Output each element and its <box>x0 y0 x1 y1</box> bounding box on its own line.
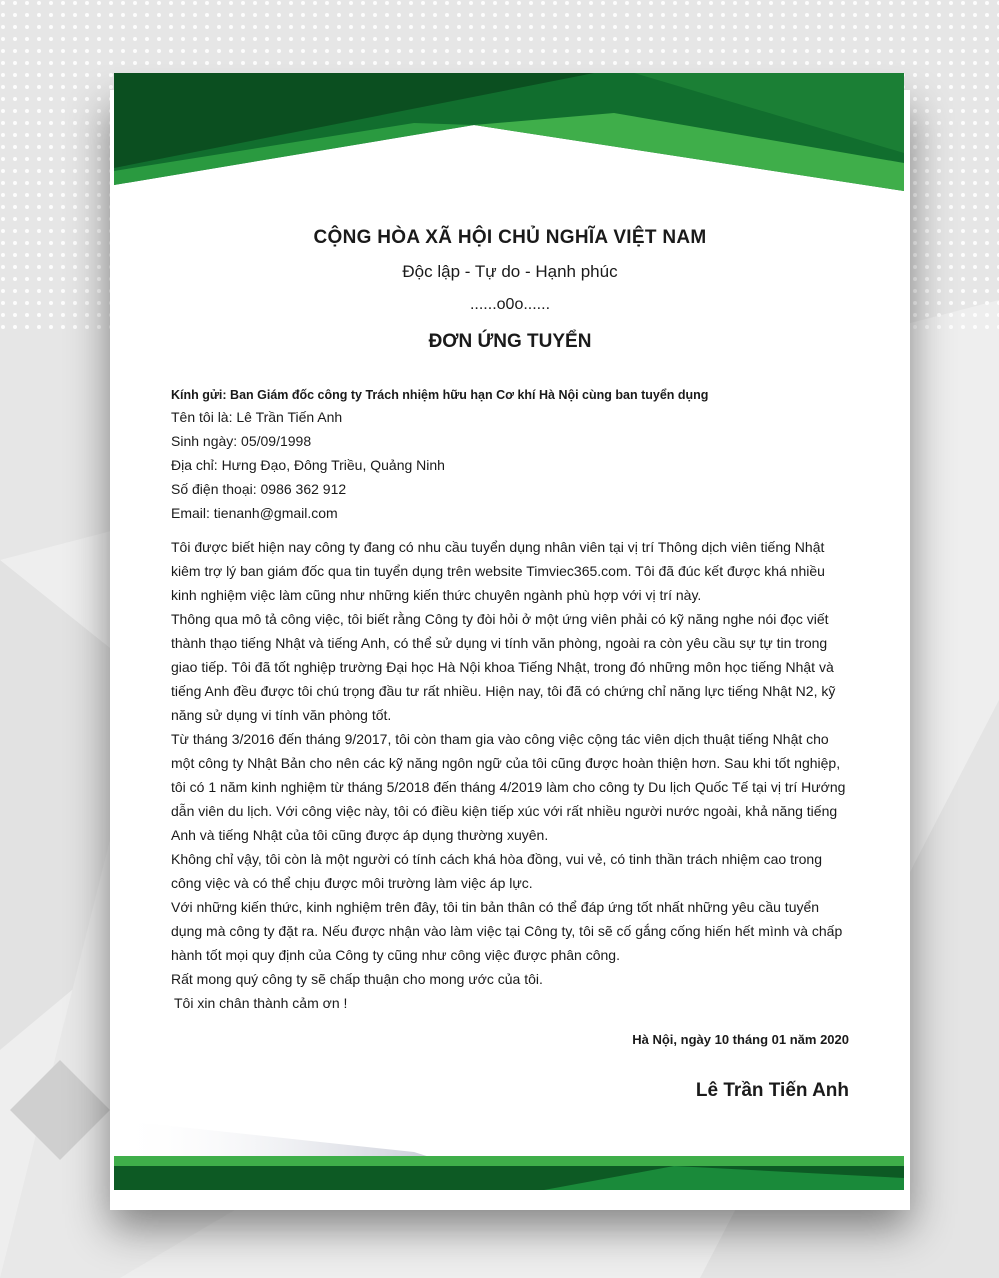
body-paragraph: Tôi được biết hiện nay công ty đang có nhu cầu tuyển dụng nhân viên tại vị trí Thông dịch viên tiếng Nhật kiêm trợ lý ban giám đốc qua tin tuyển dụng trên website Timviec365.com. Tôi đã đúc kết được khá nhiều kinh nghiệm việc làm cũng như những kiến thức chuyên ngành phù hợp với vị trí này. <box>171 539 825 603</box>
info-email: Email: tienanh@gmail.com <box>171 505 338 521</box>
nation-title: CỘNG HÒA XÃ HỘI CHỦ NGHĨA VIỆT NAM <box>313 227 707 248</box>
body-paragraph: Từ tháng 3/2016 đến tháng 9/2017, tôi còn tham gia vào công việc cộng tác viên dịch thuật tiếng Nhật cho một công ty Nhật Bản cho nên các kỹ năng ngôn ngữ của tôi cũng được hoàn thiện hơn. Sau khi tốt nghiệp, tôi có 1 năm kinh nghiệm từ tháng 5/2018 đến tháng 4/2019 làm cho công ty Du lịch Quốc Tế tại vị trí Hướng dẫn viên du lịch. Với công việc này, tôi có điều kiện tiếp xúc với rất nhiều người nước ngoài, khả năng tiếng Anh và tiếng Nhật của tôi cũng được áp dụng thường xuyên. <box>171 731 846 843</box>
separator: ......o0o...... <box>469 296 551 313</box>
info-birthdate: Sinh ngày: 05/09/1998 <box>171 433 312 449</box>
header-band <box>114 73 904 198</box>
body-paragraph: Không chỉ vậy, tôi còn là một người có tính cách khá hòa đồng, vui vẻ, có tinh thần trách nhiệm cao trong công việc và có thể chịu được môi trường làm việc áp lực. <box>171 851 823 891</box>
letter-body <box>171 535 849 1015</box>
document-title: ĐƠN ỨNG TUYỂN <box>428 331 592 352</box>
letter-content <box>171 223 849 1105</box>
body-paragraph: Thông qua mô tả công việc, tôi biết rằng Công ty đòi hỏi ở một ứng viên phải có kỹ năng nghe nói đọc viết thành thạo tiếng Nhật và tiếng Anh, có thể sử dụng vi tính văn phòng, ngoài ra còn yêu cầu sự tự tin trong giao tiếp. Tôi đã tốt nghiệp trường Đại học Hà Nội khoa Tiếng Nhật, trong đó những môn học tiếng Nhật và tiếng Anh đều được tôi chú trọng đầu tư rất nhiều. Hiện nay, tôi đã có chứng chỉ năng lực tiếng Nhật N2, kỹ năng sử dụng vi tính văn phòng tốt. <box>171 611 836 723</box>
document-page <box>114 73 904 1190</box>
info-phone: Số điện thoại: 0986 362 912 <box>171 481 347 497</box>
info-address: Địa chỉ: Hưng Đạo, Đông Triều, Quảng Ninh <box>171 457 445 473</box>
recipient-line: Kính gửi: Ban Giám đốc công ty Trách nhiệm hữu hạn Cơ khí Hà Nội cùng ban tuyển dụng <box>171 388 709 402</box>
info-name: Tên tôi là: Lê Trần Tiến Anh <box>171 409 343 425</box>
footer-band <box>114 1090 904 1190</box>
motto: Độc lập - Tự do - Hạnh phúc <box>402 262 618 281</box>
body-paragraph: Rất mong quý công ty sẽ chấp thuận cho mong ước của tôi. <box>171 971 543 987</box>
body-paragraph: Với những kiến thức, kinh nghiệm trên đây, tôi tin bản thân có thể đáp ứng tốt nhất những yêu cầu tuyển dụng mà công ty đặt ra. Nếu được nhận vào làm việc tại Công ty, tôi sẽ cố gắng cống hiến hết mình và chấp hành tốt mọi quy định của Công ty cũng như công việc được phân công. <box>171 899 843 963</box>
date-line: Hà Nội, ngày 10 tháng 01 năm 2020 <box>632 1032 849 1047</box>
personal-info <box>171 405 849 525</box>
closing-line: Tôi xin chân thành cảm ơn ! <box>174 995 348 1011</box>
signature-name: Lê Trần Tiến Anh <box>695 1080 849 1101</box>
